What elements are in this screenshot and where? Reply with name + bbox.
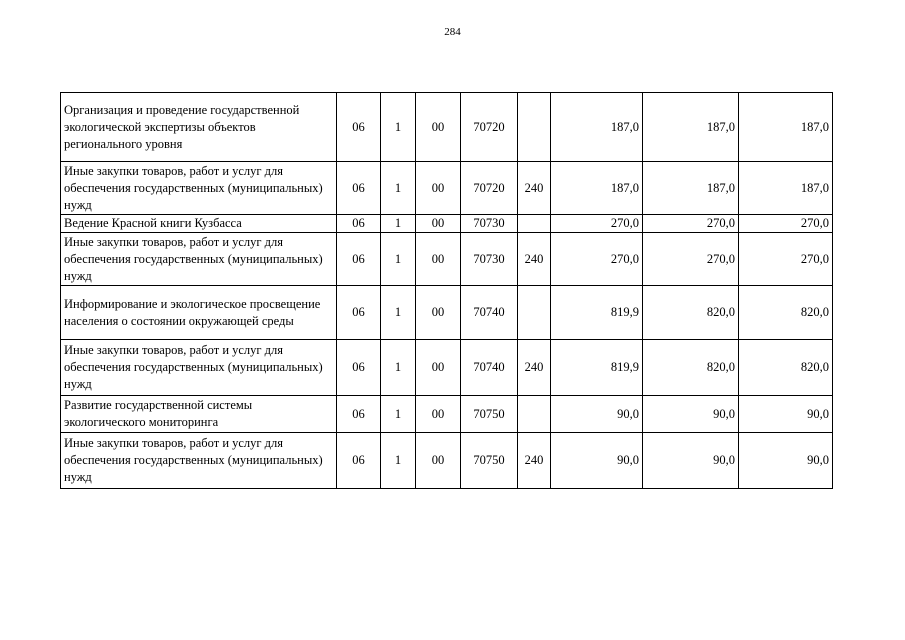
row-amount-year1: 187,0: [551, 93, 643, 162]
row-expense-type: 240: [518, 233, 551, 286]
row-subprogram: 00: [416, 233, 461, 286]
row-amount-year2: 820,0: [643, 286, 739, 340]
row-subprogram: 00: [416, 215, 461, 233]
budget-table: [60, 92, 833, 489]
row-section: 06: [337, 93, 381, 162]
row-name: Иные закупки товаров, работ и услуг для обеспечения государственных (муниципальных) нужд: [61, 233, 337, 286]
row-amount-year3: 187,0: [739, 93, 833, 162]
row-amount-year3: 90,0: [739, 433, 833, 489]
row-subprogram: 00: [416, 93, 461, 162]
row-amount-year3: 90,0: [739, 396, 833, 433]
row-expense-type: [518, 215, 551, 233]
row-amount-year2: 820,0: [643, 340, 739, 396]
row-program: 1: [381, 162, 416, 215]
row-name: Развитие государственной системы экологического мониторинга: [61, 396, 337, 433]
table-row: [61, 396, 833, 433]
row-code: 70750: [461, 433, 518, 489]
table-row: [61, 215, 833, 233]
row-expense-type: [518, 286, 551, 340]
row-code: 70730: [461, 215, 518, 233]
table-row: [61, 433, 833, 489]
row-amount-year3: 820,0: [739, 340, 833, 396]
row-code: 70720: [461, 162, 518, 215]
row-amount-year1: 819,9: [551, 286, 643, 340]
row-amount-year2: 270,0: [643, 233, 739, 286]
row-amount-year2: 90,0: [643, 396, 739, 433]
row-subprogram: 00: [416, 162, 461, 215]
row-expense-type: 240: [518, 162, 551, 215]
row-amount-year3: 270,0: [739, 233, 833, 286]
row-amount-year1: 90,0: [551, 396, 643, 433]
table-row: [61, 93, 833, 162]
row-program: 1: [381, 340, 416, 396]
row-code: 70730: [461, 233, 518, 286]
row-name: Организация и проведение государственной экологической экспертизы объектов регионального уровня: [61, 93, 337, 162]
row-amount-year2: 187,0: [643, 93, 739, 162]
row-amount-year1: 819,9: [551, 340, 643, 396]
row-code: 70720: [461, 93, 518, 162]
row-expense-type: 240: [518, 340, 551, 396]
row-amount-year2: 187,0: [643, 162, 739, 215]
row-subprogram: 00: [416, 286, 461, 340]
row-code: 70740: [461, 340, 518, 396]
row-amount-year2: 90,0: [643, 433, 739, 489]
row-section: 06: [337, 233, 381, 286]
row-program: 1: [381, 215, 416, 233]
table-row: [61, 162, 833, 215]
row-section: 06: [337, 162, 381, 215]
row-section: 06: [337, 433, 381, 489]
row-amount-year3: 820,0: [739, 286, 833, 340]
row-name: Иные закупки товаров, работ и услуг для обеспечения государственных (муниципальных) нужд: [61, 162, 337, 215]
row-program: 1: [381, 433, 416, 489]
row-name: Иные закупки товаров, работ и услуг для обеспечения государственных (муниципальных) нужд: [61, 433, 337, 489]
row-amount-year1: 270,0: [551, 215, 643, 233]
row-amount-year1: 270,0: [551, 233, 643, 286]
row-code: 70750: [461, 396, 518, 433]
row-subprogram: 00: [416, 340, 461, 396]
row-subprogram: 00: [416, 433, 461, 489]
row-program: 1: [381, 93, 416, 162]
table-row: [61, 286, 833, 340]
row-expense-type: [518, 93, 551, 162]
row-amount-year2: 270,0: [643, 215, 739, 233]
row-code: 70740: [461, 286, 518, 340]
row-expense-type: 240: [518, 433, 551, 489]
row-program: 1: [381, 233, 416, 286]
row-amount-year1: 187,0: [551, 162, 643, 215]
row-section: 06: [337, 286, 381, 340]
page-number: 284: [444, 26, 461, 38]
row-name: Информирование и экологическое просвещение населения о состоянии окружающей среды: [61, 286, 337, 340]
row-section: 06: [337, 396, 381, 433]
row-amount-year3: 270,0: [739, 215, 833, 233]
row-amount-year1: 90,0: [551, 433, 643, 489]
row-expense-type: [518, 396, 551, 433]
row-subprogram: 00: [416, 396, 461, 433]
row-program: 1: [381, 396, 416, 433]
table-row: [61, 340, 833, 396]
row-amount-year3: 187,0: [739, 162, 833, 215]
row-section: 06: [337, 215, 381, 233]
table-row: [61, 233, 833, 286]
row-section: 06: [337, 340, 381, 396]
row-program: 1: [381, 286, 416, 340]
row-name: Иные закупки товаров, работ и услуг для обеспечения государственных (муниципальных) нужд: [61, 340, 337, 396]
row-name: Ведение Красной книги Кузбасса: [61, 215, 337, 233]
